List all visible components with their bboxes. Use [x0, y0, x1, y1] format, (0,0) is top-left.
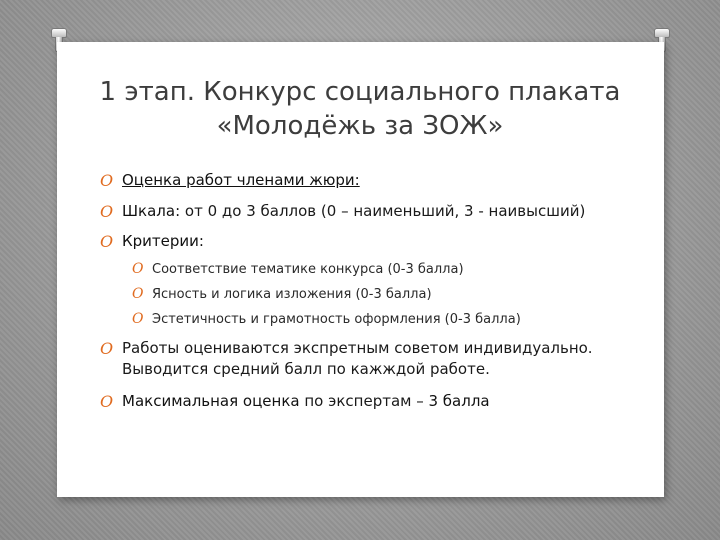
criteria-text: Соответствие тематике конкурса (0-3 балла): [152, 262, 464, 277]
criteria-text: Эстетичность и грамотность оформления (0-3 балла): [152, 312, 521, 327]
bullet-icon: O: [132, 311, 144, 327]
item-lead: Оценка работ членами жюри:: [122, 171, 360, 189]
criteria-item: [132, 259, 464, 280]
criteria-item: [132, 284, 432, 305]
title-line-1: 1 этап. Конкурс социального плаката: [99, 77, 621, 107]
criteria-item: [132, 309, 521, 330]
evaluation-line-1: Работы оцениваются экспретным советом индивидуально.: [122, 339, 593, 357]
max-score-mid: по экспертам –: [299, 392, 429, 410]
bullet-icon: O: [100, 232, 114, 251]
list-item-evaluation: [100, 338, 642, 380]
max-score-lead: Максимальная оценка: [122, 392, 300, 410]
criteria-text: Ясность и логика изложения (0-3 балла): [152, 287, 432, 302]
item-text: от 0 до 3 баллов (0 – наименьший, 3 - наивысший): [180, 202, 586, 220]
max-score-value: 3 балла: [428, 392, 490, 410]
bullet-icon: O: [100, 202, 114, 221]
bullet-icon: O: [100, 392, 114, 411]
bullet-icon: O: [100, 339, 114, 358]
list-item-scale: [100, 201, 586, 222]
bullet-icon: O: [100, 171, 114, 190]
evaluation-line-2: Выводится средний балл по кажждой работе.: [122, 360, 490, 378]
slide-title: [60, 75, 660, 143]
list-item-jury: [100, 170, 360, 191]
list-item-criteria: [100, 231, 204, 252]
bullet-icon: O: [132, 261, 144, 277]
bullet-icon: O: [132, 286, 144, 302]
item-lead: Критерии:: [122, 232, 204, 250]
list-item-max-score: [100, 391, 490, 412]
title-line-2: «Молодёжь за ЗОЖ»: [216, 111, 504, 141]
item-lead: Шкала:: [122, 202, 181, 220]
